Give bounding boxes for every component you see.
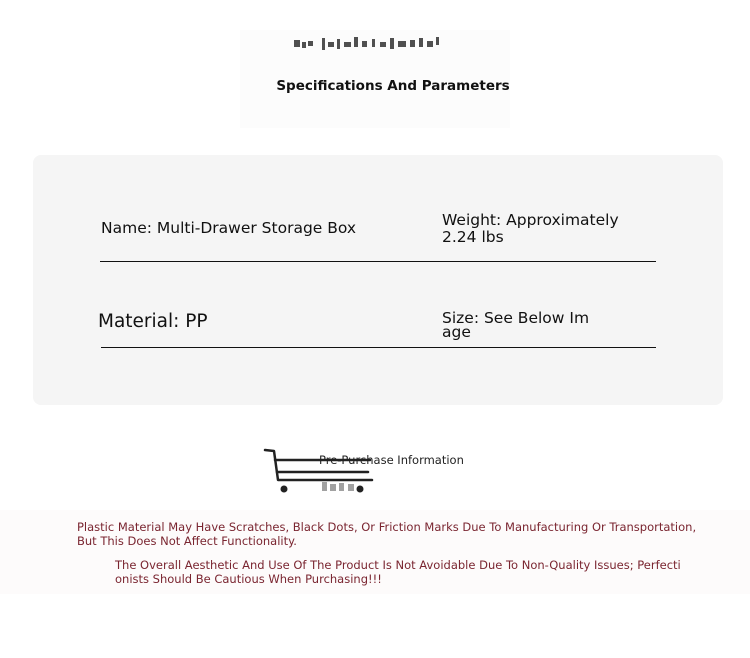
spec-weight: Weight: Approximately 2.24 lbs <box>442 211 619 246</box>
notice-text: The Overall Aesthetic And Use Of The Product Is Not Avoidable Due To Non-Quality Issues; Perfectionists Should Be Cautious When Purchasing!!! <box>115 558 681 586</box>
spec-name: Name: Multi-Drawer Storage Box <box>101 219 357 237</box>
pre-purchase-banner <box>262 440 474 496</box>
spec-material: Material: PP <box>98 311 208 332</box>
spec-size: Size: See Below Image <box>442 309 590 341</box>
spec-panel <box>33 155 723 405</box>
pre-purchase-label: Pre-Purchase Information <box>319 453 464 467</box>
spec-divider <box>101 347 656 348</box>
brand-logo-icon <box>292 34 442 54</box>
header-block <box>240 30 510 128</box>
notice-section <box>0 510 750 594</box>
spec-divider <box>100 261 656 262</box>
shopping-cart-icon <box>262 442 382 494</box>
page-title: Specifications And Parameters <box>276 78 510 94</box>
notice-text: Plastic Material May Have Scratches, Black Dots, Or Friction Marks Due To Manufacturing Or Transportation, But This Does Not Affect Functionality. <box>77 520 697 548</box>
